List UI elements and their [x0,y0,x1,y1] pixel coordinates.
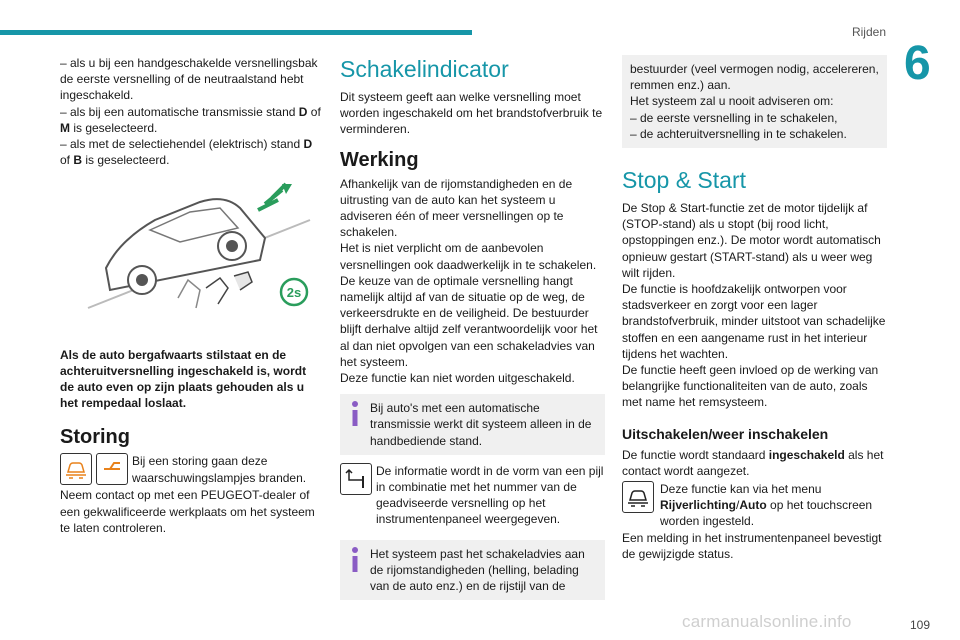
condition-electric: – als met de selectiehendel (elektrisch) stand D of B is geselecteerd. [60,137,313,168]
info-note-automatic-text: Bij auto's met een automatische transmissie werkt dit systeem alleen in de handbediende stand. [370,401,592,448]
menu-block [622,481,887,530]
chapter-number: 6 [904,37,931,90]
reverse-hold-warning: Als de auto bergafwaarts stilstaat en de achteruitversnelling ingeschakeld is, wordt de auto even op zijn plaats gehouden als u het rempedaal loslaat. [60,347,307,411]
column-3 [622,55,887,562]
condition-automatic: – als bij een automatische transmissie stand D of M is geselecteerd. [60,104,321,135]
warning-lamp-icon [60,453,92,485]
info-note-continuation-text: bestuurder (veel vermogen nodig, accelereren, remmen enz.) aan. Het systeem zal u nooit adviseren om: – de eerste versnelling in te schakelen, – de achteruitversnelling in te schakelen. [630,62,879,141]
watermark: carmanualsonline.info [682,612,852,631]
storing-lamps-text: Bij een storing gaan deze waarschuwingslampjes branden. [132,454,307,485]
status-confirm-text: Een melding in het instrumentenpaneel bevestigt de gewijzigde status. [622,530,882,561]
shift-up-icon [340,463,372,495]
info-icon [346,400,364,428]
menu-text: Deze functie kan via het menu Rijverlichting/Auto op het touchscreen worden ingesteld. [660,482,873,529]
uitschakelen-text: De functie wordt standaard ingeschakeld als het contact wordt aangezet. [622,447,884,478]
werking-heading: Werking [340,148,419,171]
storing-contact-text: Neem contact op met een PEUGEOT-dealer of een gekwalificeerde werkplaats om het systeem te laten controleren. [60,488,315,535]
storing-block [60,453,322,487]
vehicle-menu-icon [622,481,654,513]
page-number: 109 [909,618,930,632]
info-note-continuation [622,55,887,148]
schakelindicator-heading: Schakelindicator [340,56,509,82]
werking-text: Afhankelijk van de rijomstandigheden en de uitrusting van de auto kan het systeem u adviseren één of meer versnellingen op te schakelen. Het is niet verplicht om de aanbevolen versnellingen ook daadwerkelijk in te schakelen. De keuze van de optimale versnelling hangt namelijk altijd af van de situatie op de weg, de verkeersdrukte en de veiligheid. De bestuurder blijft derhalve altijd zelf verantwoordelijk voor het al dan niet opvolgen van een schakeladvies van het systeem. Deze functie kan niet worden uitgeschakeld. [340,176,598,386]
stop-start-heading: Stop & Start [622,167,747,194]
uitschakelen-heading: Uitschakelen/weer inschakelen [622,425,829,442]
condition-manual: – als u bij een handgeschakelde versnellingsbak de eerste versnelling of de neutraalstand hebt ingeschakeld. [60,56,318,103]
stop-start-text: De Stop & Start-functie zet de motor tijdelijk af (STOP-stand) als u stopt (bij rood licht, opstoppingen enz.). De motor wordt automatisch opnieuw gestart (START-stand) als u weer weg wilt rijden. De functie is hoofdzakelijk ontworpen voor stadsverkeer en zorgt voor een lager brandstofverbruik, minder uitstoot van schadelijke stoffen en een aangename rust in het interieur tijdens het wachten. De functie heeft geen invloed op de werking van belangrijke functionaliteiten van de auto, zoals met name het remsysteem. [622,201,886,410]
hill-start-illustration [60,180,322,330]
gear-display-text: De informatie wordt in de vorm van een pijl in combinatie met het nummer van de geadviseerde versnelling op het instrumentenpaneel weergegeven. [376,463,604,527]
info-icon [346,546,364,574]
schakelindicator-intro: Dit systeem geeft aan welke versnelling moet worden ingeschakeld om het brandstofverbruik te verminderen. [340,90,603,137]
gear-display-block [340,463,605,528]
duration-label: 2s [286,285,302,301]
info-note-automatic [340,394,605,455]
info-note-adaptive [340,540,605,601]
chapter-name: Rijden [851,25,886,39]
gear-advice-warning-icon [96,453,128,485]
column-2 [340,55,605,600]
column-1 [60,55,322,536]
storing-heading: Storing [60,426,130,449]
chapter-color-bar [0,30,472,35]
info-note-adaptive-text: Het systeem past het schakeladvies aan de rijomstandigheden (helling, belading van de auto enz.) en de rijstijl van de [370,546,585,594]
